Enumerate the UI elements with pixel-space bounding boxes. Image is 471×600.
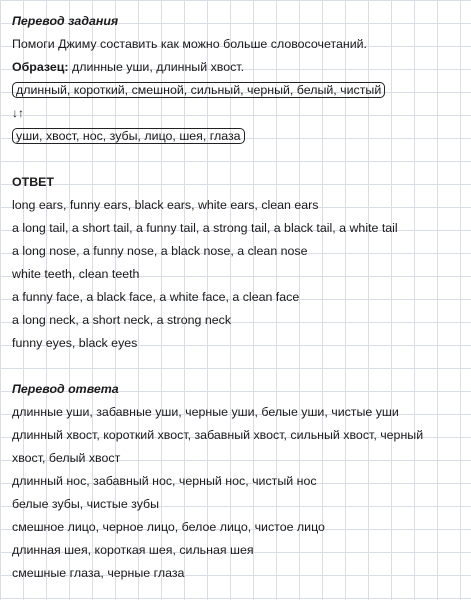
answer-line: long ears, funny ears, black ears, white ears, clean ears xyxy=(12,198,319,212)
nouns-box: уши, хвост, нос, зубы, лицо, шея, глаза xyxy=(12,128,245,144)
sample-text: длинные уши, длинный хвост. xyxy=(68,60,245,74)
answer-line: a long nose, a funny nose, a black nose, a clean nose xyxy=(12,244,308,258)
translation-line: смешное лицо, черное лицо, белое лицо, чистое лицо xyxy=(12,520,325,534)
adjectives-box: длинный, короткий, смешной, сильный, черный, белый, чистый xyxy=(12,82,385,98)
sample-line xyxy=(12,56,463,79)
answer-line: white teeth, clean teeth xyxy=(12,267,140,281)
task-instruction: Помоги Джиму составить как можно больше словосочетаний. xyxy=(12,37,368,51)
document xyxy=(12,10,463,585)
translation-line: смешные глаза, черные глаза xyxy=(12,566,185,580)
answer-heading: ОТВЕТ xyxy=(12,175,54,189)
translation-line: длинный хвост, короткий хвост, забавный хвост, сильный хвост, черный xyxy=(12,428,424,442)
translation-line: длинная шея, короткая шея, сильная шея xyxy=(12,543,254,557)
answer-line: a long tail, a short tail, a funny tail, a strong tail, a black tail, a white tail xyxy=(12,221,398,235)
answer-line: funny eyes, black eyes xyxy=(12,336,138,350)
sample-label: Образец: xyxy=(12,60,69,74)
answer-line: a long neck, a short neck, a strong neck xyxy=(12,313,232,327)
translation-line: белые зубы, чистые зубы xyxy=(12,497,160,511)
task-heading: Перевод задания xyxy=(12,14,119,28)
swap-arrows-icon: ↓↑ xyxy=(12,106,24,120)
translation-line: длинный нос, забавный нос, черный нос, чистый нос xyxy=(12,474,317,488)
translation-heading: Перевод ответа xyxy=(12,382,119,396)
answer-line: a funny face, a black face, a white face, a clean face xyxy=(12,290,300,304)
translation-line: длинные уши, забавные уши, черные уши, белые уши, чистые уши xyxy=(12,405,399,419)
translation-line: хвост, белый хвост xyxy=(12,451,121,465)
